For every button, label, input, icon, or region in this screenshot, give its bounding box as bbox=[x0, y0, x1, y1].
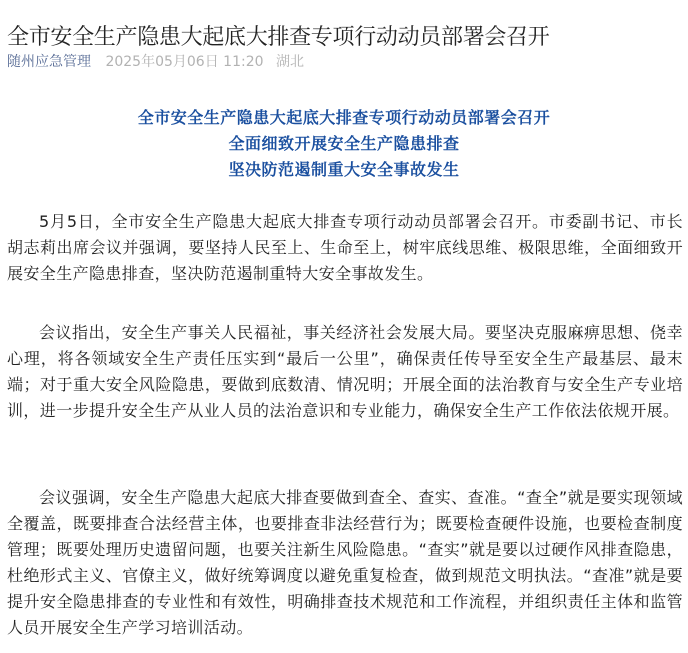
headline-line-1: 全市安全生产隐患大起底大排查专项行动动员部署会召开 bbox=[137, 108, 551, 127]
headline-block bbox=[0, 105, 688, 183]
body-paragraph-2: 会议指出，安全生产事关人民福祉，事关经济社会发展大局。要坚决克服麻痹思想、侥幸心理，将各领域安全生产责任压实到“最后一公里”，确保责任传导至安全生产最基层、最末端；对于重大安全风险隐患，要做到底数清、情况明；开展全面的法治教育与安全生产专业培训，进一步提升安全生产从业人员的法治意识和专业能力，确保安全生产工作依法依规开展。 bbox=[7, 323, 683, 420]
article-title: 全市安全生产隐患大起底大排查专项行动动员部署会召开 bbox=[7, 24, 550, 50]
publish-location: 湖北 bbox=[275, 54, 304, 70]
article-meta bbox=[7, 52, 304, 72]
account-name-link[interactable]: 随州应急管理 bbox=[7, 54, 91, 70]
headline-line-3: 坚决防范遏制重大安全事故发生 bbox=[228, 160, 460, 179]
headline-line-2: 全面细致开展安全生产隐患排查 bbox=[228, 134, 460, 153]
body-paragraph-3: 会议强调，安全生产隐患大起底大排查要做到查全、查实、查准。“查全”就是要实现领域全覆盖，既要排查合法经营主体，也要排查非法经营行为；既要检查硬件设施，也要检查制度管理；既要处理历史遗留问题，也要关注新生风险隐患。“查实”就是要以过硬作风排查隐患，杜绝形式主义、官僚主义，做好统筹调度以避免重复检查，做到规范文明执法。“查准”就是要提升安全隐患排查的专业性和有效性，明确排查技术规范和工作流程，并组织责任主体和监管人员开展安全生产学习培训活动。 bbox=[7, 488, 683, 637]
publish-date: 2025年05月06日 11:20 bbox=[105, 54, 264, 70]
body-paragraph-1: 5月5日，全市安全生产隐患大起底大排查专项行动动员部署会召开。市委副书记、市长胡志莉出席会议并强调，要坚持人民至上、生命至上，树牢底线思维、极限思维，全面细致开展安全生产隐患排查，坚决防范遏制重特大安全事故发生。 bbox=[7, 212, 683, 283]
